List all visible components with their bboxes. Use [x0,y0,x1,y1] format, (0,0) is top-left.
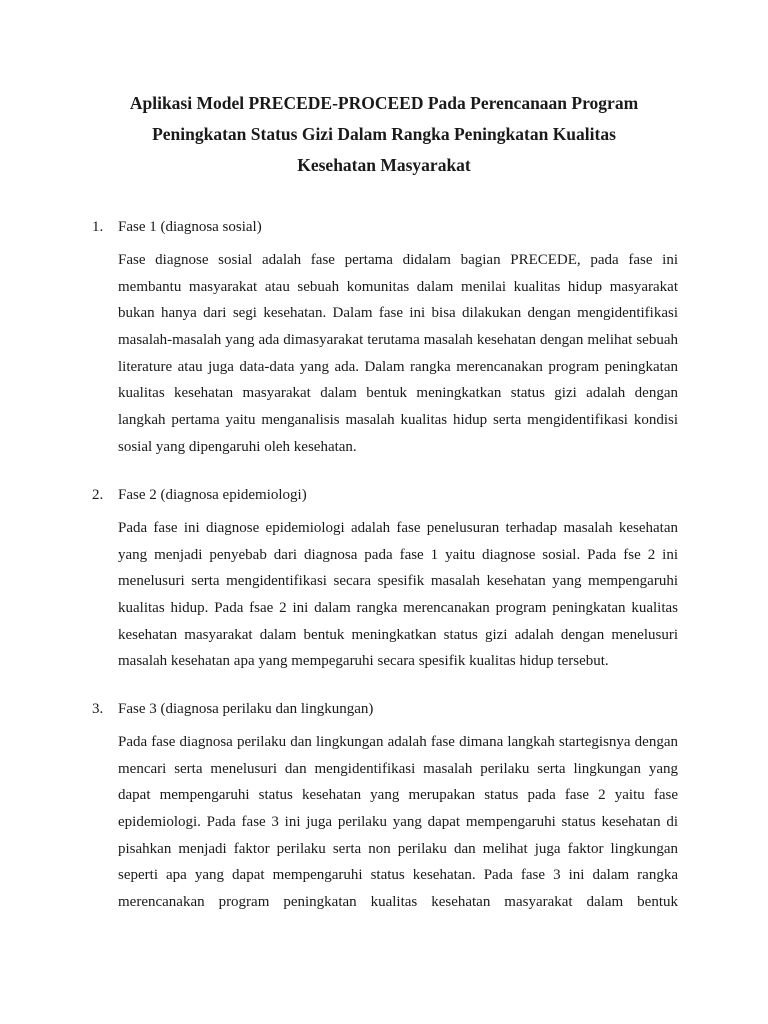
paragraph-line: menelusuri serta mengidentifikasi secara spesifik masalah kesehatan yang mempengaruhi [118,573,678,590]
section-fase-3 [92,698,678,916]
section-heading-label: Fase 1 (diagnosa sosial) [118,219,262,235]
paragraph-line: merencanakan program peningkatan kualitas kesehatan masyarakat dalam bentuk [118,894,678,911]
section-heading [92,484,678,506]
paragraph-line: Fase diagnose sosial adalah fase pertama didalam bagian PRECEDE, pada fase ini [118,252,678,268]
section-number: 3. [92,701,104,717]
title-line: Peningkatan Status Gizi Dalam Rangka Peningkatan Kualitas [152,124,616,144]
section-paragraph [118,247,678,461]
paragraph-line: seperti apa yang dapat mempengaruhi status kesehatan. Pada fase 3 ini dalam rangka [118,867,678,884]
section-heading-label: Fase 2 (diagnosa epidemiologi) [118,487,307,503]
paragraph-line: epidemiologi. Pada fase 3 ini juga perilaku yang dapat mempengaruhi status kesehatan di [118,814,678,831]
section-paragraph [118,515,678,675]
paragraph-line: membantu masyarakat atau sebuah komunitas dalam menilai kualitas hidup masyarakat [118,278,678,295]
section-heading-label: Fase 3 (diagnosa perilaku dan lingkungan) [118,701,374,717]
paragraph-line: pisahkan menjadi faktor perilaku serta non perilaku dan melihat juga faktor lingkungan [118,840,678,857]
paragraph-line: kualitas kesehatan masyarakat dalam bentuk meningkatkan status gizi adalah dengan [118,385,678,402]
title-line: Kesehatan Masyarakat [297,155,471,175]
paragraph-line: langkah pertama yaitu menganalisis masalah kualitas hidup serta mengidentifikasi kondisi [118,412,678,429]
section-number: 1. [92,219,104,235]
paragraph-line: Pada fase diagnosa perilaku dan lingkungan adalah fase dimana langkah startegisnya dengan [118,734,678,750]
paragraph-line: mencari serta menelusuri dan mengidentifikasi masalah perilaku serta lingkungan yang [118,760,678,777]
paragraph-line: Pada fase ini diagnose epidemiologi adalah fase penelusuran terhadap masalah kesehatan [118,520,678,536]
paragraph-line: bukan hanya dari segi kesehatan. Dalam fase ini bisa dilakukan dengan mengidentifikasi [118,305,678,322]
paragraph-line: dapat mempengaruhi status kesehatan yang merupakan status pada fase 2 yaitu fase [118,787,678,804]
section-fase-1 [92,216,678,461]
title-line: Aplikasi Model PRECEDE-PROCEED Pada Perencanaan Program [129,93,639,113]
section-heading [92,216,678,238]
paragraph-line: yang menjadi penyebab dari diagnosa pada fase 1 yaitu diagnose sosial. Pada fse 2 ini [118,546,678,563]
section-fase-2 [92,484,678,675]
paragraph-line: literature atau juga data-data yang ada. Dalam rangka merencanakan program peningkatan [118,358,678,375]
paragraph-line: kesehatan masyarakat dalam bentuk meningkatkan status gizi adalah dengan menelusuri [118,626,678,643]
document-title [90,88,678,181]
paragraph-line: sosial yang dipengaruhi oleh kesehatan. [118,438,357,455]
paragraph-line: masalah-masalah yang ada dimasyarakat terutama masalah kesehatan dengan melihat sebuah [118,332,678,349]
section-number: 2. [92,487,104,503]
paragraph-line: masalah kesehatan apa yang mempegaruhi secara spesifik kualitas hidup tersebut. [118,653,609,670]
paragraph-line: kualitas hidup. Pada fsae 2 ini dalam rangka merencanakan program peningkatan kualitas [118,600,678,617]
section-paragraph [118,729,678,916]
section-heading [92,698,678,720]
